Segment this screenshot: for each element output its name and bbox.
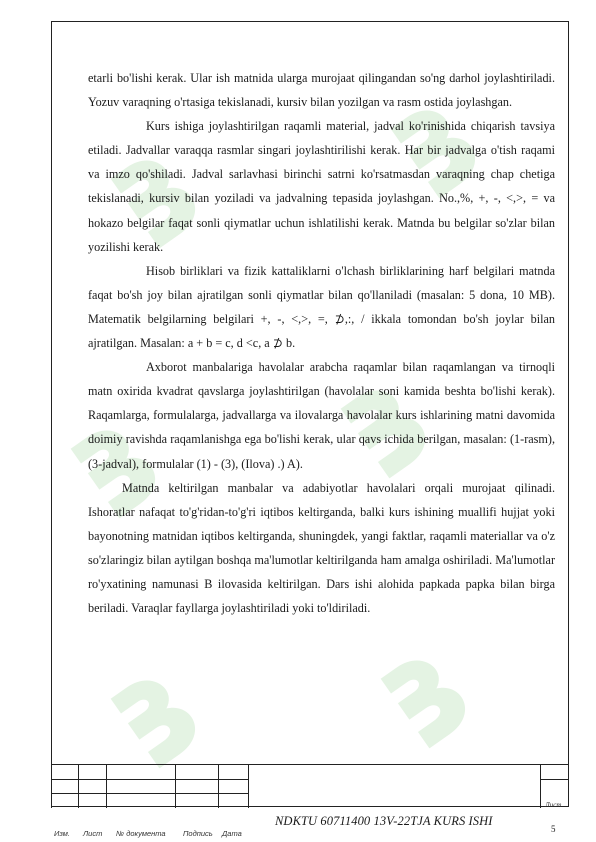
stamp-label-docnum: № документа [116,829,166,838]
stamp-label-change: Изм. [54,829,70,838]
page-number: 5 [551,824,556,834]
stamp-label-signature: Подпись [183,829,213,838]
paragraph-references: Axborot manbalariga havolalar arabcha raqamlar bilan raqamlangan va tirnoqli matn oxirida kvadrat qavslarga joylashtirilgan (havolalar soni kamida beshta bo'lishi kerak). Raqamlarga, formulalarga, jadvallarga va ilovalarga havolalar kurs ishlarining matni davomida doimiy ravishda raqamlanishga ega bo'lishi kerak, ular qavs ichida berilgan, masalan: (1-rasm), (3-jadval), formulalar (1) - (3), (Ilova) .) A). [88,360,555,471]
document-body [88,66,555,620]
document-code: NDKTU 60711400 13V-22TJA KURS ISHI [275,814,493,828]
stamp-label-date: Дата [222,829,242,838]
paragraph-continuation: etarli bo'lishi kerak. Ular ish matnida ularga murojaat qilingandan so'ng darhol joylashtiriladi. Yozuv varaqning o'rtasiga tekislanadi, kursiv bilan yozilgan va rasm ostida joylashgan. [88,71,555,110]
paragraph-citations: Matnda keltirilgan manbalar va adabiyotlar havolalari orqali murojaat qilinadi. Ishoratlar nafaqat to'g'ridan-to'g'ri iqtibos keltirganda, balki kurs ishining muallifi hujjat yoki bayonotning matnidan iqtibos keltirganda, shuningdek, yangi faktlar, raqamli materiallar va o'z so'zlaringiz bilan aytilgan boshqa ma'lumotlar keltirilganda ham amalga oshiriladi. Ma'lumotlar ro'yxatining namunasi B ilovasida keltirilgan. Dars ishi alohida papkada papka bilan birga beriladi. Varaqlar fayllarga joylashtiriladi yoki to'ldiriladi. [88,480,555,616]
paragraph-units: Hisob birliklari va fizik kattaliklarni o'lchash birliklarining harf belgilari matnda faqat bo'sh joy bilan ajratilgan sonli qiymatlar bilan qo'llaniladi (masalan: 5 dona, 10 MB). Matematik belgilarning belgilari +, -, <,>, =, ⊅,:, / ikkala tomondan bo'sh joylar bilan ajratilgan. Masalan: a + b = c, d <c, a ⊅ b. [88,263,555,351]
paragraph-tables: Kurs ishiga joylashtirilgan raqamli material, jadval ko'rinishida chiqarish tavsiya etiladi. Jadvallar varaqqa rasmlar singari joylashtirilishi kerak. Har bir jadvalga o'tish raqami va imzo qo'shiladi. Jadval sarlavhasi birinchi satrni ko'rsatmasdan varaqning chap chetiga tekislanadi, kursiv bilan yoziladi va jadvalning tepasida joylashgan. No.,%, +, -, <,>, = va hokazo belgilar faqat sonli qiymatlar uchun ishlatilishi kerak. Matnda bu belgilar so'zlar bilan yozilishi kerak. [88,119,555,254]
title-block-stamp [51,764,569,807]
stamp-label-sheet: Лист [83,829,103,838]
sheet-label: Лист [545,801,562,809]
